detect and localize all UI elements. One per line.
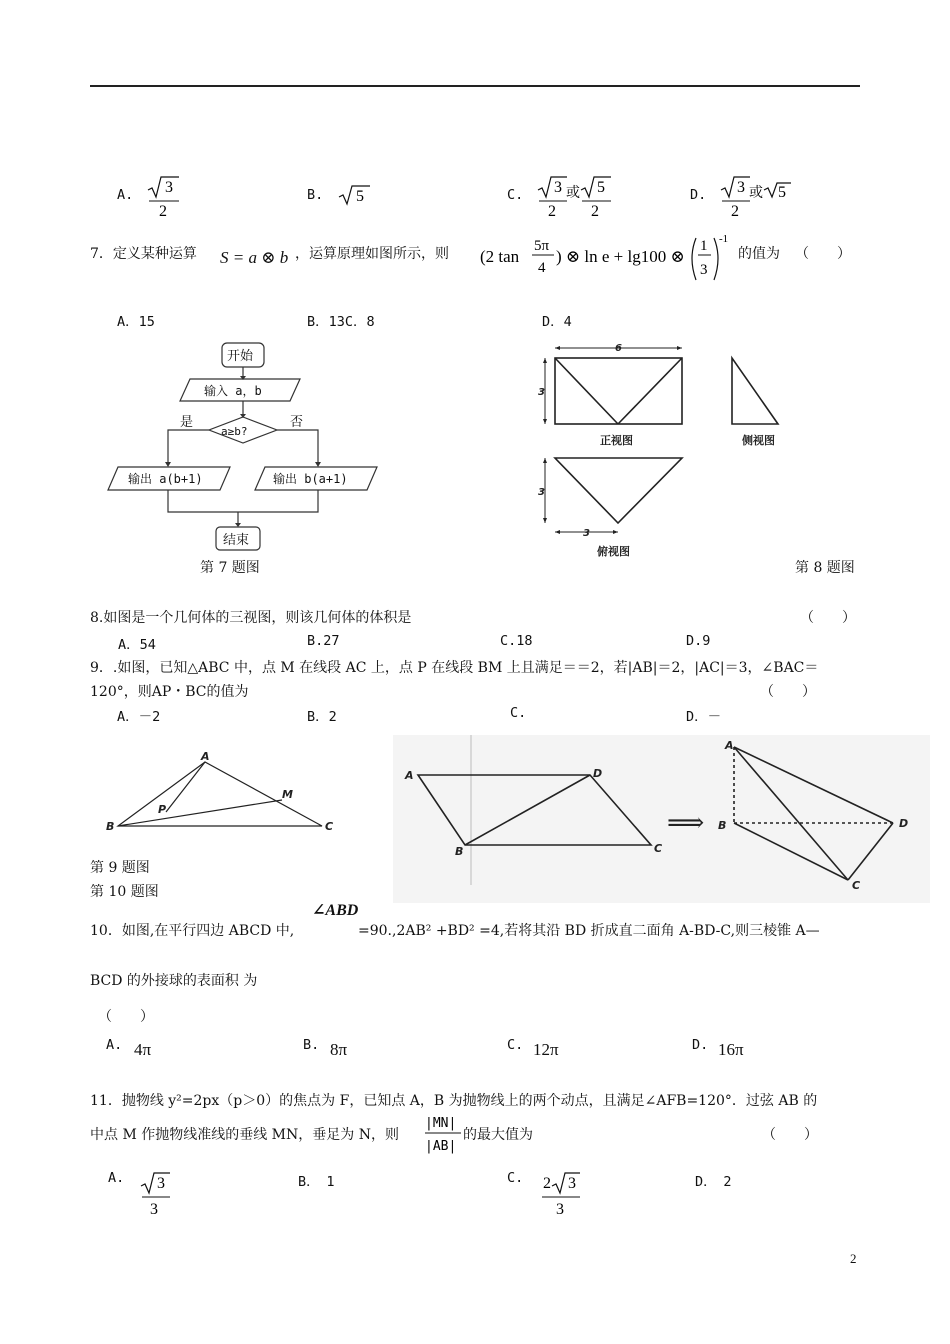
q9-paren: （ ） (760, 684, 816, 700)
svg-text:C: C (325, 820, 334, 833)
svg-text:2: 2 (543, 1175, 551, 1192)
svg-text:3: 3 (737, 179, 745, 196)
svg-text:3: 3 (150, 1201, 158, 1218)
q8-option-c: C.18 (500, 633, 533, 649)
q7-text-mid: ，运算原理如图所示，则 (295, 246, 449, 262)
q9-line2: 120°，则AP・BC的值为 (90, 684, 249, 700)
svg-text:3: 3 (157, 1175, 165, 1192)
svg-text:B: B (106, 820, 115, 833)
q8-text: 8.如图是一个几何体的三视图，则该几何体的体积是 (90, 610, 412, 626)
svg-text:3: 3 (568, 1175, 576, 1192)
q6-option-b-math (336, 182, 376, 212)
q11-option-b: B． 1 (298, 1174, 335, 1190)
side-view (732, 358, 778, 424)
svg-text:是: 是 (180, 415, 194, 430)
flowchart-figure (100, 340, 390, 555)
svg-text:B: B (455, 845, 464, 858)
svg-text:1: 1 (700, 238, 708, 254)
q9-option-b: B．2 (307, 709, 337, 725)
q11-paren: （ ） (762, 1127, 818, 1143)
q7-text-prefix: 7．定义某种运算 (90, 246, 197, 262)
svg-text:5: 5 (778, 184, 786, 201)
three-view-figure (530, 340, 790, 560)
q11-option-a-math (138, 1168, 178, 1223)
q10-option-d-label: D. (692, 1037, 709, 1053)
page-number: 2 (850, 1251, 857, 1266)
q10-line2: BCD 的外接球的表面积 为 (90, 973, 258, 989)
q11-fraction (423, 1110, 463, 1160)
svg-text:M: M (282, 788, 293, 801)
q8-paren: （ ） (800, 610, 856, 626)
q10-option-b-value: 8π (330, 1040, 348, 1059)
q9-option-d: D．－ (686, 709, 722, 725)
svg-text:a≥b?: a≥b? (221, 425, 248, 438)
front-view (555, 358, 682, 424)
q6-option-a-math (145, 172, 185, 222)
svg-text:6: 6 (615, 343, 622, 354)
svg-text:3: 3 (700, 262, 708, 278)
q9-option-c: C. (510, 705, 527, 721)
svg-text:) ⊗ ln e + lg100 ⊗: ) ⊗ ln e + lg100 ⊗ (556, 247, 685, 266)
q10-prefix: 10．如图,在平行四边 ABCD 中, (90, 923, 295, 939)
fig9-triangle (100, 750, 350, 840)
q8-option-a: A．54 (118, 637, 156, 653)
svg-text:2: 2 (591, 203, 599, 220)
fig9-caption: 第 9 题图 (90, 860, 150, 876)
svg-text:A: A (725, 739, 734, 752)
q10-option-b-label: B. (303, 1037, 320, 1053)
q6-option-d-label: D. (690, 187, 707, 203)
svg-text:结束: 结束 (223, 533, 250, 548)
svg-text:3: 3 (554, 179, 562, 196)
q11-line2-prefix: 中点 M 作抛物线准线的垂线 MN，垂足为 N，则 (90, 1127, 399, 1143)
svg-text:C: C (852, 879, 861, 892)
svg-text:2: 2 (548, 203, 556, 220)
q8-option-d: D.9 (686, 633, 711, 649)
q11-option-d: D． 2 (695, 1174, 732, 1190)
q7-option-a: A．15 (117, 314, 155, 330)
fig10-fold (393, 735, 930, 903)
svg-text:3: 3 (538, 387, 545, 398)
svg-text:|AB|: |AB| (425, 1139, 457, 1154)
svg-text:3: 3 (165, 179, 173, 196)
top-view (555, 458, 682, 523)
svg-text:B: B (718, 819, 727, 832)
q7-paren: （ ） (795, 246, 851, 262)
q6-option-b-label: B. (307, 187, 324, 203)
svg-text:或: 或 (749, 185, 763, 201)
svg-text:5: 5 (597, 179, 605, 196)
svg-text:否: 否 (290, 415, 304, 430)
q10-option-c-label: C. (507, 1037, 524, 1053)
svg-text:⟹: ⟹ (667, 808, 705, 838)
svg-text:D: D (899, 817, 909, 830)
svg-text:2: 2 (731, 203, 739, 220)
svg-text:|MN|: |MN| (425, 1116, 457, 1131)
q10-option-c-value: 12π (533, 1040, 559, 1059)
q11-line1: 11．抛物线 y²=2px（p＞0）的焦点为 F，已知点 A，B 为抛物线上的两个动点，且满足∠AFB=120°．过弦 AB 的 (90, 1093, 818, 1109)
svg-text:开始: 开始 (227, 349, 254, 364)
q10-angle: ∠ABD (312, 902, 359, 919)
q10-option-a-value: 4π (134, 1040, 152, 1059)
svg-text:俯视图: 俯视图 (597, 545, 630, 558)
q7-option-bc: B．13C．8 (307, 314, 375, 330)
q7-expression (478, 228, 738, 288)
svg-text:输出 a(b+1): 输出 a(b+1) (128, 472, 203, 486)
q6-option-d-math (718, 172, 798, 222)
fig7-caption: 第 7 题图 (200, 560, 260, 576)
q11-option-c-math (540, 1168, 590, 1223)
svg-text:-1: -1 (719, 233, 729, 245)
svg-text:5π: 5π (534, 238, 550, 254)
q7-option-d: D．4 (542, 314, 572, 330)
svg-text:3: 3 (556, 1201, 564, 1218)
svg-text:(2 tan: (2 tan (480, 247, 520, 266)
q11-option-a-label: A. (108, 1170, 125, 1186)
svg-text:5: 5 (356, 188, 364, 205)
svg-text:3: 3 (583, 528, 590, 539)
q7-formula-s: S = a ⊗ b (220, 248, 289, 267)
svg-text:D: D (593, 767, 603, 780)
q8-option-b: B.27 (307, 633, 340, 649)
svg-text:C: C (654, 842, 663, 855)
svg-text:侧视图: 侧视图 (742, 434, 775, 447)
q9-option-a: A．－2 (117, 709, 161, 725)
q10-option-a-label: A. (106, 1037, 123, 1053)
svg-text:A: A (405, 769, 414, 782)
svg-text:P: P (158, 803, 167, 816)
q6-option-c-label: C. (507, 187, 524, 203)
fig8-caption: 第 8 题图 (795, 560, 855, 576)
svg-text:输出 b(a+1): 输出 b(a+1) (273, 472, 348, 486)
q7-text-suffix: 的值为 (738, 246, 780, 262)
q10-paren: （ ） (98, 1009, 154, 1025)
header-rule (90, 85, 860, 87)
svg-text:2: 2 (159, 203, 167, 220)
q9-line1: 9．.如图，已知△ABC 中，点 M 在线段 AC 上，点 P 在线段 BM 上且满足＝＝2，若|AB|＝2，|AC|＝3，∠BAC＝ (90, 660, 819, 676)
svg-text:输入 a，b: 输入 a，b (204, 384, 262, 398)
q6-option-c-math (535, 172, 615, 222)
svg-text:3: 3 (538, 487, 545, 498)
q6-option-a-label: A. (117, 187, 134, 203)
svg-text:4: 4 (538, 260, 546, 276)
q10-line1-rest: =90.,2AB² +BD² =4,若将其沿 BD 折成直二面角 A-BD-C,则三棱锥 A— (358, 923, 820, 939)
fig10-caption: 第 10 题图 (90, 884, 159, 900)
q11-option-c-label: C. (507, 1170, 524, 1186)
svg-text:正视图: 正视图 (600, 434, 633, 447)
svg-text:A: A (201, 750, 210, 763)
q10-option-d-value: 16π (718, 1040, 744, 1059)
q11-line2-suffix: 的最大值为 (463, 1127, 533, 1143)
svg-text:或: 或 (566, 185, 580, 201)
